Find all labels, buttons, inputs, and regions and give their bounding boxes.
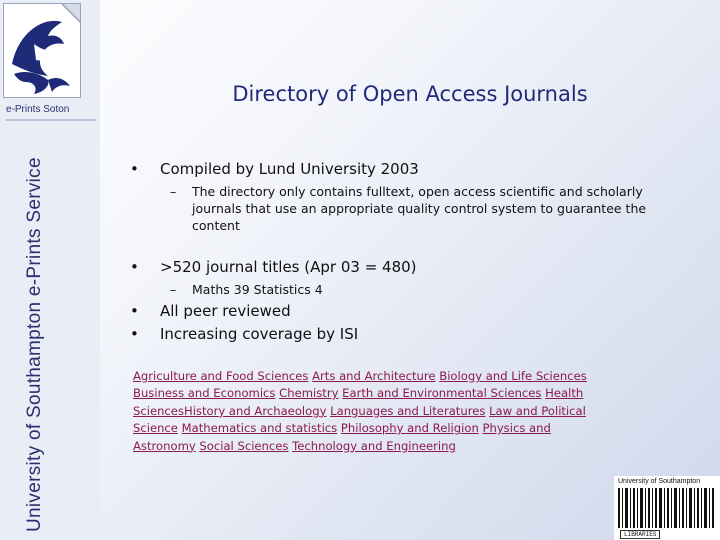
subject-link[interactable]: Mathematics and statistics	[181, 421, 338, 436]
subject-link[interactable]: Biology and Life Sciences	[439, 369, 587, 383]
subject-links	[133, 368, 593, 455]
subject-link[interactable]: Philosophy and Religion	[340, 421, 479, 436]
bullet-symbol: •	[130, 302, 139, 320]
library-badge-caption: LIBRARIES	[620, 530, 660, 539]
subject-link[interactable]: Business and Economics	[133, 386, 276, 401]
bullet-text: Compiled by Lund University 2003	[160, 160, 419, 178]
bullet-text: Increasing coverage by ISI	[160, 325, 359, 343]
library-badge-label: University of Southampton	[618, 478, 701, 485]
bullet-symbol: •	[130, 325, 139, 343]
subject-link[interactable]: Languages and Literatures	[330, 403, 486, 418]
sidebar-tagline: e-Prints Soton	[6, 104, 70, 115]
sidebar-divider	[6, 119, 96, 121]
subject-link[interactable]: Earth and Environmental Sciences	[342, 386, 542, 401]
subject-link[interactable]: Social Sciences	[199, 438, 289, 453]
sidebar	[0, 0, 100, 540]
sub-bullet-text: Maths 39 Statistics 4	[192, 282, 323, 297]
barcode-icon	[618, 488, 716, 528]
dolphin-logo	[3, 3, 81, 98]
slide-title: Directory of Open Access Journals	[232, 82, 588, 106]
bullet-text: >520 journal titles (Apr 03 = 480)	[160, 258, 417, 276]
subject-link[interactable]: Physics and Astronomy	[133, 421, 551, 453]
sub-bullet-text: The directory only contains fulltext, open access scientific and scholarly journals that use an appropriate quality control system to guarantee the content	[192, 184, 647, 233]
subject-link[interactable]: Chemistry	[279, 386, 339, 401]
bullet-text: All peer reviewed	[160, 302, 291, 320]
bullet-symbol: •	[130, 160, 139, 178]
vertical-service-title: University of Southampton e-Prints Service	[24, 157, 45, 532]
subject-link[interactable]: Technology and Engineering	[292, 438, 456, 453]
dash-symbol: –	[170, 184, 177, 199]
subject-link[interactable]: Law and Political Science	[133, 403, 586, 436]
subject-link[interactable]: Arts and Architecture	[312, 369, 436, 383]
subject-link[interactable]: History and Archaeology	[183, 403, 327, 418]
library-badge	[614, 476, 720, 540]
bullet-symbol: •	[130, 258, 139, 276]
subject-link[interactable]: Health Sciences	[133, 386, 584, 418]
subject-link[interactable]: Agriculture and Food Sciences	[133, 369, 309, 383]
dash-symbol: –	[170, 282, 177, 297]
